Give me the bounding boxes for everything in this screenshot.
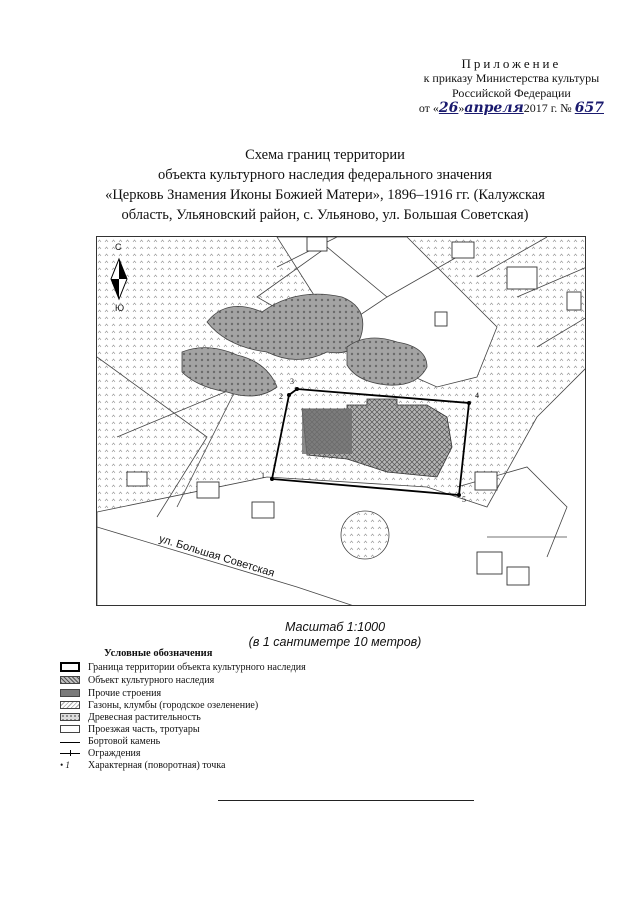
appendix-label: Приложение bbox=[461, 56, 562, 71]
handwritten-month: апреля bbox=[464, 100, 524, 116]
order-date-line: от «26»апреля2017 г. № 657 bbox=[418, 100, 604, 116]
bottom-divider bbox=[218, 800, 474, 801]
point-label-2: 2 bbox=[279, 392, 283, 401]
point-symbol-icon: • 1 bbox=[60, 760, 70, 770]
street-label: ул. Большая Советская bbox=[157, 533, 276, 580]
legend-item: Ограждения bbox=[60, 747, 141, 759]
point-label-4: 4 bbox=[475, 391, 479, 400]
title-line-2: объекта культурного наследия федерального значения bbox=[158, 167, 492, 183]
compass-south-label: Ю bbox=[115, 303, 125, 313]
road-swatch-icon bbox=[60, 725, 80, 733]
order-line-1: к приказу Министерства культуры bbox=[423, 71, 600, 85]
legend-item: Древесная растительность bbox=[60, 711, 201, 723]
order-line-2: Российской Федерации bbox=[452, 86, 571, 100]
curb-symbol-icon bbox=[60, 742, 80, 743]
scale-caption bbox=[200, 620, 470, 650]
legend-item: Газоны, клумбы (городское озеленение) bbox=[60, 699, 258, 711]
handwritten-day: 26 bbox=[438, 100, 459, 116]
site-map bbox=[96, 236, 586, 606]
legend-title: Условные обозначения bbox=[104, 648, 213, 659]
point-label-5: 5 bbox=[462, 495, 466, 504]
trees-swatch-icon bbox=[60, 713, 80, 721]
scale-line-2: (в 1 сантиметре 10 метров) bbox=[248, 635, 422, 649]
title-line-3: «Церковь Знамения Иконы Божией Матери», 1896–1916 гг. (Калужская bbox=[105, 187, 545, 203]
handwritten-number: 657 bbox=[574, 100, 604, 116]
point-label-1: 1 bbox=[261, 471, 265, 480]
buildings-swatch-icon bbox=[60, 689, 80, 697]
fence-symbol-icon bbox=[60, 749, 80, 757]
document-title bbox=[90, 145, 560, 225]
legend-item: Проезжая часть, тротуары bbox=[60, 723, 200, 735]
map-drawing bbox=[97, 237, 586, 606]
boundary-swatch-icon bbox=[60, 662, 80, 672]
legend-item: Прочие строения bbox=[60, 687, 161, 699]
scale-line-1: Масштаб 1:1000 bbox=[284, 620, 386, 634]
title-line-1: Схема границ территории bbox=[245, 147, 405, 163]
heritage-swatch-icon bbox=[60, 676, 80, 684]
appendix-header bbox=[419, 56, 604, 116]
legend-item: Граница территории объекта культурного наследия bbox=[60, 661, 306, 673]
point-label-3: 3 bbox=[290, 377, 294, 386]
legend-item: Бортовой камень bbox=[60, 735, 160, 747]
compass-north-label: С bbox=[115, 242, 122, 252]
legend-item: Объект культурного наследия bbox=[60, 674, 214, 686]
lawn-swatch-icon bbox=[60, 701, 80, 709]
title-line-4: область, Ульяновский район, с. Ульяново, ул. Большая Советская) bbox=[121, 207, 529, 223]
legend-item: • 1 Характерная (поворотная) точка bbox=[60, 759, 226, 771]
